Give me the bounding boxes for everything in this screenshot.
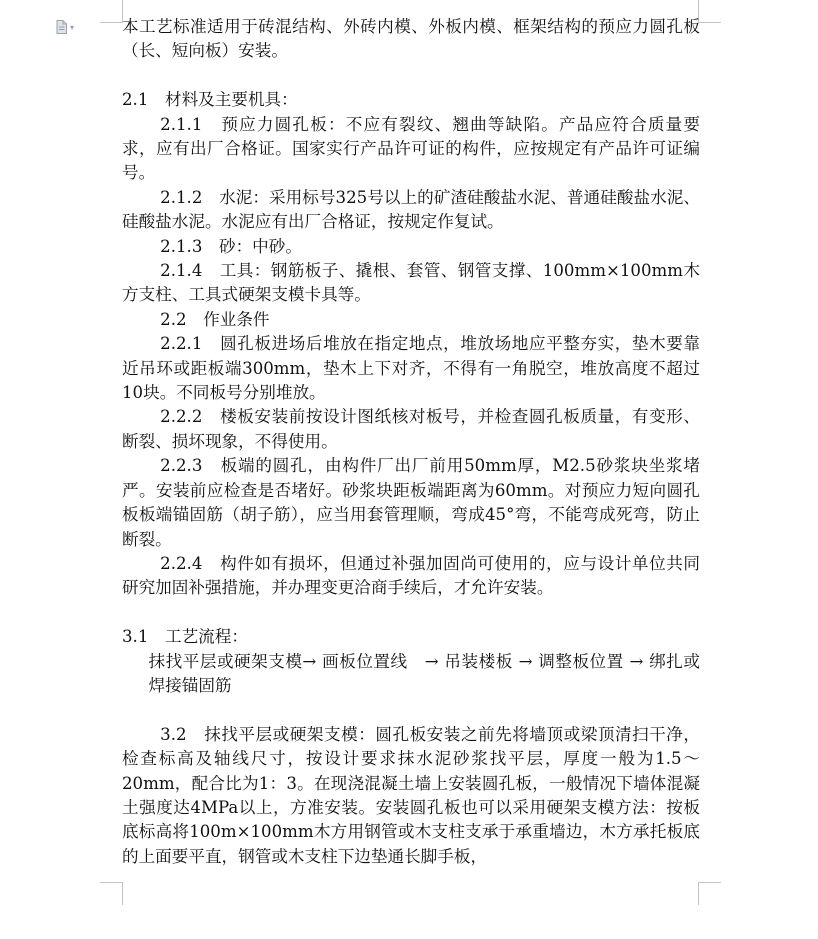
clause-paragraph: 2.2.3 板端的圆孔，由构件厂出厂前用50mm厚，M2.5砂浆块坐浆堵严。安装前应检查是否堵好。砂浆块距板端距离为60mm。对预应力短向圆孔板板端锚固筋（胡子筋），应当用套管理顺，弯成45°弯，不能弯成死弯，防止断裂。	[122, 456, 700, 549]
chevron-down-icon[interactable]: ▾	[70, 22, 75, 32]
margin-corner-bottom-left	[100, 882, 123, 905]
blank-line	[122, 601, 700, 625]
clause-paragraph: 2.2.2 楼板安装前按设计图纸核对板号，并检查圆孔板质量，有变形、断裂、损坏现象，不得使用。	[122, 407, 700, 451]
clause-paragraph: 2.1.3 砂：中砂。	[160, 236, 302, 256]
blank-line	[122, 698, 700, 722]
intro-paragraph: 本工艺标准适用于砖混结构、外砖内模、外板内模、框架结构的预应力圆孔板（长、短向板）安装。	[122, 17, 700, 61]
process-flow: 抹找平层或硬架支模→ 画板位置线 → 吊装楼板 → 调整板位置 → 绑扎或焊接锚固筋	[148, 651, 700, 695]
margin-corner-top-right	[698, 0, 721, 23]
file-icon	[56, 20, 67, 34]
clause-paragraph: 3.2 抹找平层或硬架支模：圆孔板安装之前先将墙顶或梁顶清扫干净，检查标高及轴线尺寸，按设计要求抹水泥砂浆找平层，厚度一般为1.5～20mm，配合比为1：3。在现浇混凝土墙上安装圆孔板，一般情况下墙体混凝土强度达4MPa以上，方准安装。安装圆孔板也可以采用硬架支模方法：按板底标高将100m×100mm木方用钢管或木支柱支承于承重墙边，木方承托板底的上面要平直，钢管或木支柱下边垫通长脚手板，	[122, 724, 700, 866]
clause-paragraph: 2.1.4 工具：钢筋板子、撬根、套管、钢管支撑、100mm×100mm木方支柱、工具式硬架支模卡具等。	[122, 261, 700, 305]
margin-corner-top-left	[100, 0, 123, 23]
section-heading: 2.1 材料及主要机具：	[122, 90, 298, 110]
clause-paragraph: 2.2.4 构件如有损坏，但通过补强加固尚可使用的，应与设计单位共同研究加固补强措施，并办理变更洽商手续后，才允许安装。	[122, 553, 700, 598]
clause-paragraph: 2.1.1 预应力圆孔板：不应有裂纹、翘曲等缺陷。产品应符合质量要求，应有出厂合格证。国家实行产品许可证的构件，应按规定有产品许可证编号。	[122, 114, 700, 183]
document-body[interactable]	[122, 15, 700, 869]
document-icon[interactable]	[56, 20, 74, 34]
subsection-heading: 2.2 作业条件	[160, 309, 270, 329]
blank-line	[122, 64, 700, 88]
section-heading: 3.1 工艺流程：	[122, 627, 248, 647]
clause-paragraph: 2.1.2 水泥：采用标号325号以上的矿渣硅酸盐水泥、普通硅酸盐水泥、硅酸盐水泥。水泥应有出厂合格证，按规定作复试。	[122, 187, 700, 232]
margin-corner-bottom-right	[698, 882, 721, 905]
clause-paragraph: 2.2.1 圆孔板进场后堆放在指定地点，堆放场地应平整夯实，垫木要靠近吊环或距板端300mm，垫木上下对齐，不得有一角脱空，堆放高度不超过10块。不同板号分别堆放。	[122, 334, 700, 403]
